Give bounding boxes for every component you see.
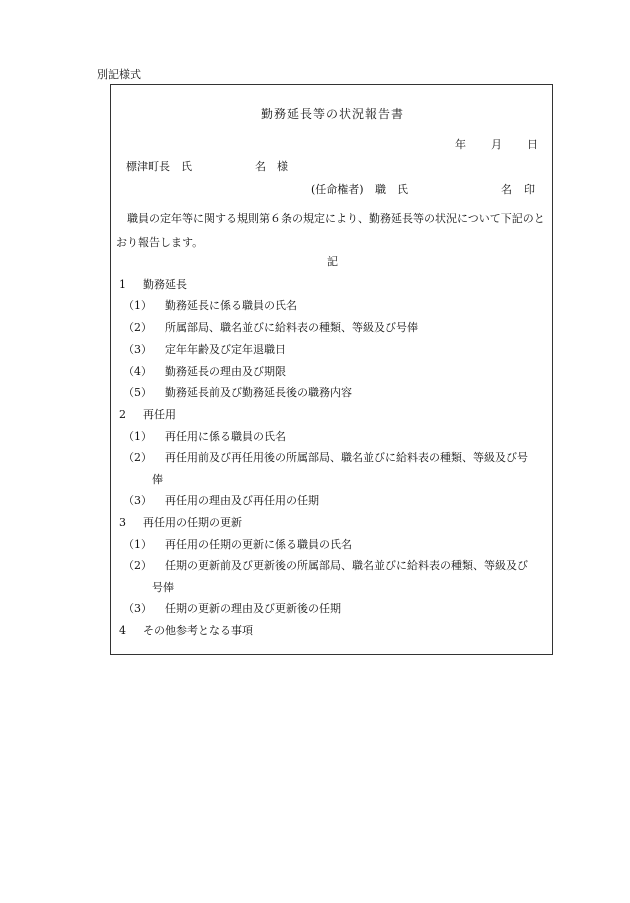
section-number: 1: [119, 278, 126, 291]
item-number: （5）: [123, 386, 152, 399]
list-item: [123, 557, 528, 573]
list-item: [123, 600, 341, 616]
item-text: 定年年齢及び定年退職日: [165, 343, 286, 356]
item-text: 勤務延長の理由及び期限: [165, 365, 286, 378]
sender-shi: 氏: [397, 183, 408, 196]
addressee-name: 標津町長 氏: [126, 160, 192, 173]
list-item: [123, 492, 319, 508]
ki-heading: 記: [327, 255, 338, 268]
section-title: その他参考となる事項: [143, 624, 253, 637]
list-item: [123, 297, 297, 313]
date-day: 日: [527, 138, 538, 151]
list-item: [123, 319, 418, 335]
list-item: [123, 341, 286, 357]
list-item: [123, 536, 352, 552]
item-text: 勤務延長前及び勤務延長後の職務内容: [165, 386, 352, 399]
item-text: 再任用の理由及び再任用の任期: [165, 494, 319, 507]
sender-shoku: 職: [375, 183, 386, 196]
item-text: 任期の更新前及び更新後の所属部局、職名並びに給料表の種類、等級及び: [165, 559, 528, 572]
sender-role: (任命権者): [311, 183, 364, 196]
item-number: （2）: [123, 321, 152, 334]
addressee-honorific: 様: [277, 160, 288, 173]
item-continuation: 号俸: [152, 581, 174, 594]
section-title: 再任用の任期の更新: [143, 516, 242, 529]
item-text: 再任用に係る職員の氏名: [165, 430, 286, 443]
item-number: （1）: [123, 430, 152, 443]
item-number: （3）: [123, 494, 152, 507]
item-continuation: 俸: [152, 473, 163, 486]
list-item: [123, 384, 352, 400]
section-number: 3: [119, 516, 126, 529]
list-item: [123, 428, 286, 444]
item-text: 任期の更新の理由及び更新後の任期: [165, 602, 341, 615]
sender-mei: 名: [501, 183, 512, 196]
item-number: （2）: [123, 559, 152, 572]
item-number: （2）: [123, 451, 152, 464]
section-heading: [119, 622, 253, 638]
list-item: [123, 449, 528, 465]
item-number: （1）: [123, 538, 152, 551]
item-number: （1）: [123, 299, 152, 312]
date-month: 月: [491, 138, 502, 151]
item-text: 勤務延長に係る職員の氏名: [165, 299, 297, 312]
section-title: 再任用: [143, 408, 176, 421]
item-number: （4）: [123, 365, 152, 378]
seal-mark: 印: [524, 183, 535, 196]
document-title: 勤務延長等の状況報告書: [260, 107, 404, 121]
section-heading: [119, 514, 242, 530]
item-number: （3）: [123, 602, 152, 615]
list-item: [123, 363, 286, 379]
body-paragraph: 職員の定年等に関する規則第６条の規定により、勤務延長等の状況について下記のとおり報告します。: [116, 212, 545, 249]
date-year: 年: [455, 138, 466, 151]
item-text: 所属部局、職名並びに給料表の種類、等級及び号俸: [165, 321, 418, 334]
section-title: 勤務延長: [143, 278, 187, 291]
addressee-mei: 名: [255, 160, 266, 173]
section-heading: [119, 406, 176, 422]
report-form: [110, 84, 553, 655]
section-number: 2: [119, 408, 126, 421]
section-heading: [119, 276, 187, 292]
form-label: 別記様式: [97, 68, 141, 81]
item-text: 再任用の任期の更新に係る職員の氏名: [165, 538, 352, 551]
item-text: 再任用前及び再任用後の所属部局、職名並びに給料表の種類、等級及び号: [165, 451, 528, 464]
item-number: （3）: [123, 343, 152, 356]
section-number: 4: [119, 624, 126, 637]
